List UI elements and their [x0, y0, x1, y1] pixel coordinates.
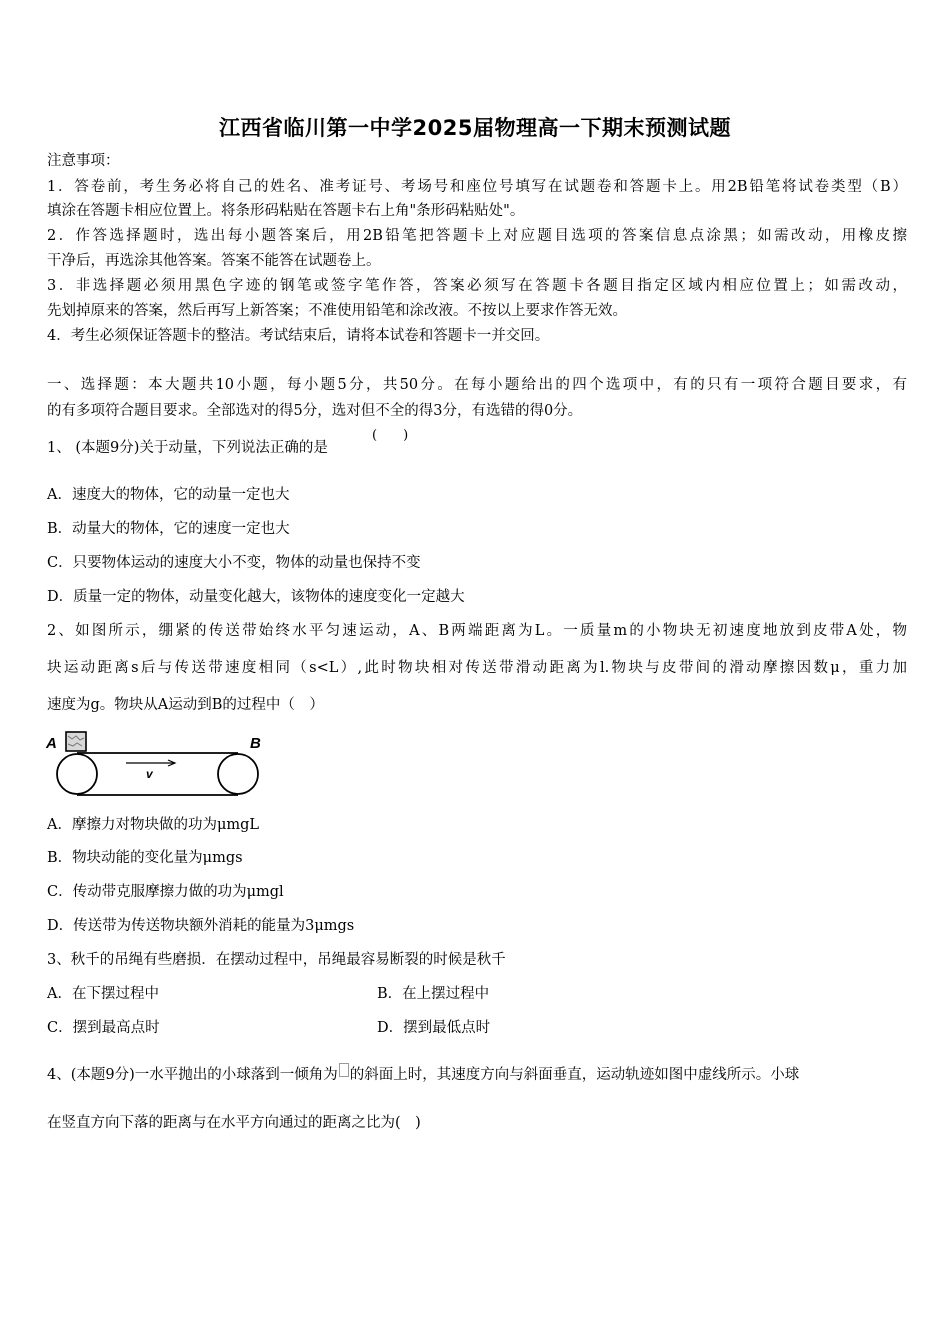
- q1-stem: 1、 (本题9分)关于动量，下列说法正确的是: [47, 440, 328, 456]
- notice-item-1b: 填涂在答题卡相应位置上。将条形码粘贴在答题卡右上角"条形码粘贴处"。: [47, 203, 525, 219]
- q3-option-c: C．摆到最高点时: [47, 1020, 160, 1036]
- q1-option-a: A．速度大的物体，它的动量一定也大: [47, 487, 290, 503]
- q3-stem: 3、秋千的吊绳有些磨损．在摆动过程中，吊绳最容易断裂的时候是秋千: [47, 952, 506, 968]
- q2-stem-line-3: 速度为g。物块从A运动到B的过程中（ ）: [47, 697, 324, 713]
- q3-option-d: D．摆到最低点时: [377, 1020, 491, 1036]
- page-title: 江西省临川第一中学2025届物理高一下期末预测试题: [219, 116, 731, 140]
- figure-label-b: B: [250, 735, 261, 752]
- q1-option-d: D．质量一定的物体，动量变化越大，该物体的速度变化一定越大: [47, 589, 465, 605]
- section-heading-line-1: 一、选择题：本大题共10小题，每小题5分，共50分。在每小题给出的四个选项中，有的只有一项符合题目要求，有: [47, 377, 907, 393]
- q2-option-b: B．物块动能的变化量为μmgs: [47, 850, 243, 866]
- section-heading-line-2: 的有多项符合题目要求。全部选对的得5分，选对但不全的得3分，有选错的得0分。: [47, 403, 583, 419]
- q2-option-c: C．传动带克服摩擦力做的功为μmgl: [47, 884, 284, 900]
- notice-item-2b: 干净后，再选涂其他答案。答案不能答在试题卷上。: [47, 253, 381, 269]
- notice-heading: 注意事项：: [47, 153, 120, 169]
- q1-option-b: B．动量大的物体，它的速度一定也大: [47, 521, 290, 537]
- q4-stem-line-1: [47, 1063, 907, 1086]
- left-pulley: [57, 754, 97, 794]
- notice-item-1a: 1．答卷前，考生务必将自己的姓名、准考证号、考场号和座位号填写在试题卷和答题卡上。用2B铅笔将试卷类型（B）: [47, 179, 907, 195]
- q4-stem-part-1: 4、(本题9分)一水平抛出的小球落到一倾角为: [47, 1067, 338, 1083]
- q4-stem-line-2: 在竖直方向下落的距离与在水平方向通过的距离之比为( ): [47, 1115, 421, 1131]
- velocity-label: v: [146, 767, 153, 781]
- notice-item-4: 4．考生必须保证答题卡的整洁。考试结束后，请将本试卷和答题卡一并交回。: [47, 328, 550, 344]
- q2-option-d: D．传送带为传送物块额外消耗的能量为3μmgs: [47, 918, 355, 934]
- q2-stem-line-1: 2、如图所示，绷紧的传送带始终水平匀速运动，A、B两端距离为L。一质量m的小物块无初速度地放到皮带A处，物: [47, 623, 907, 639]
- q2-stem-line-2: 块运动距离s后与传送带速度相同（s<L）,此时物块相对传送带滑动距离为l.物块与皮带间的滑动摩擦因数μ，重力加: [47, 660, 907, 676]
- q1-answer-paren: ( ): [372, 428, 409, 443]
- notice-item-2a: 2．作答选择题时，选出每小题答案后，用2B铅笔把答题卡上对应题目选项的答案信息点涂黑；如需改动，用橡皮擦: [47, 228, 907, 244]
- conveyor-belt-figure: [44, 730, 266, 800]
- figure-label-a: A: [46, 735, 57, 752]
- right-pulley: [218, 754, 258, 794]
- missing-glyph-icon: [339, 1063, 349, 1077]
- q3-option-a: A．在下摆过程中: [47, 986, 159, 1002]
- notice-item-3a: 3．非选择题必须用黑色字迹的钢笔或签字笔作答，答案必须写在答题卡各题目指定区域内相应位置上；如需改动，: [47, 278, 907, 294]
- q4-stem-part-2: 的斜面上时，其速度方向与斜面垂直，运动轨迹如图中虚线所示。小球: [349, 1067, 800, 1083]
- q3-option-b: B．在上摆过程中: [377, 986, 490, 1002]
- q2-option-a: A．摩擦力对物块做的功为μmgL: [47, 817, 260, 833]
- block-shape: [66, 732, 86, 751]
- notice-item-3b: 先划掉原来的答案，然后再写上新答案；不准使用铅笔和涂改液。不按以上要求作答无效。: [47, 303, 627, 319]
- q1-option-c: C．只要物体运动的速度大小不变，物体的动量也保持不变: [47, 555, 421, 571]
